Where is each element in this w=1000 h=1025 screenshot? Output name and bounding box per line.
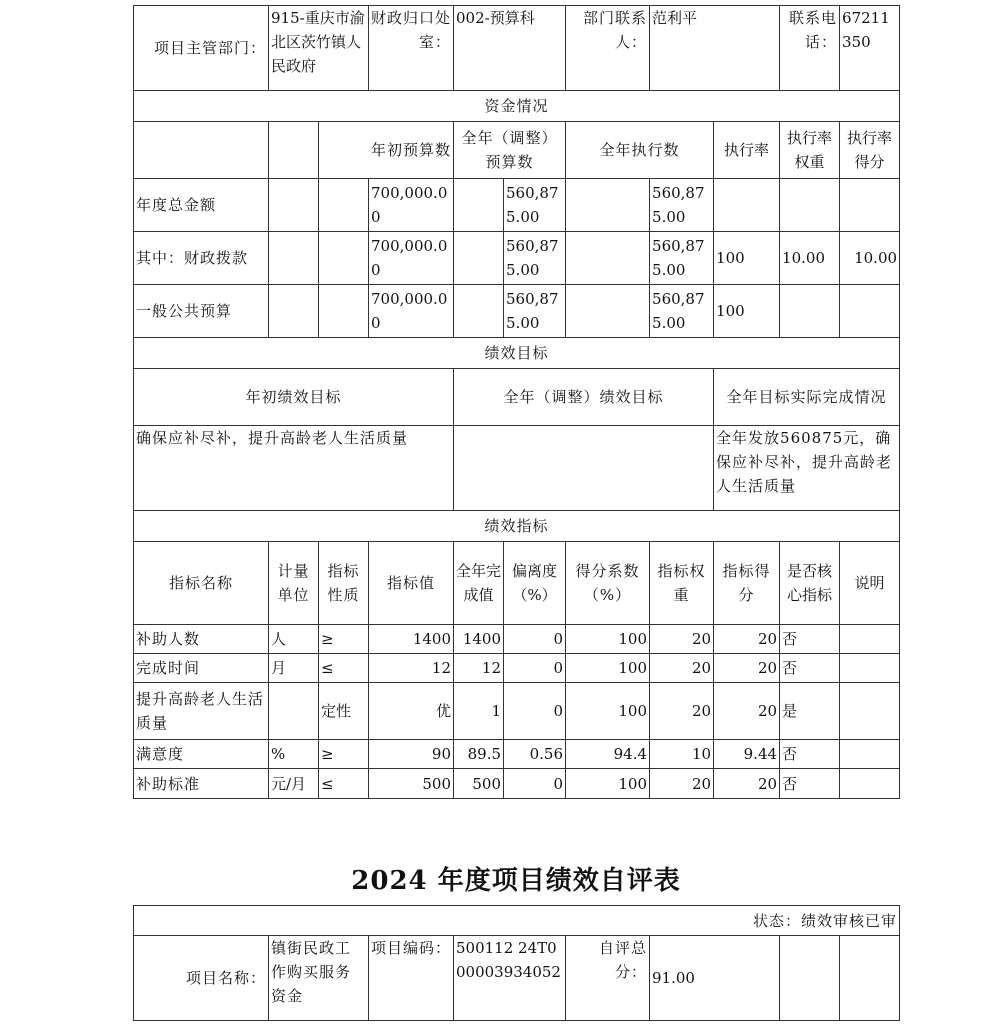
- indicators-section-title: 绩效指标: [134, 511, 900, 542]
- goals-col-adjusted: 全年（调整）绩效目标: [454, 369, 714, 426]
- ind-value: 1400: [369, 625, 454, 654]
- funds-cell-blank: [454, 285, 504, 338]
- funds-cell-blank: [319, 179, 369, 232]
- ind-nature: ≥: [319, 740, 369, 769]
- status-row: [134, 906, 900, 936]
- ind-unit: 月: [269, 654, 319, 683]
- ind-value: 优: [369, 683, 454, 740]
- ind-coef: 100: [566, 625, 650, 654]
- blank-cell: [840, 936, 900, 1021]
- funds-cell-blank: [319, 285, 369, 338]
- ind-core: 否: [780, 769, 840, 799]
- funds-header-blank-2: [269, 122, 319, 179]
- ind-score: 9.44: [714, 740, 780, 769]
- goals-content-row: [134, 426, 900, 511]
- ind-name: 完成时间: [134, 654, 269, 683]
- funds-cell-blank: [454, 232, 504, 285]
- ind-coef: 94.4: [566, 740, 650, 769]
- ind-weight: 20: [650, 769, 714, 799]
- ind-done: 1: [454, 683, 504, 740]
- ind-core: 是: [780, 683, 840, 740]
- goals-initial: 确保应补尽补，提升高龄老人生活质量: [134, 426, 454, 511]
- goals-header-row: [134, 369, 900, 426]
- goals-col-actual: 全年目标实际完成情况: [714, 369, 900, 426]
- ind-col-unit: 计量单位: [269, 542, 319, 625]
- ind-dev: 0: [504, 654, 566, 683]
- funds-cell-blank: [566, 285, 650, 338]
- project-name-value: 镇街民政工作购买服务资金: [269, 936, 369, 1021]
- ind-nature: ≤: [319, 654, 369, 683]
- goals-section-title: 绩效目标: [134, 338, 900, 369]
- ind-weight: 10: [650, 740, 714, 769]
- ind-core: 否: [780, 740, 840, 769]
- evaluation-table: [133, 5, 900, 799]
- funds-cell-blank: [454, 179, 504, 232]
- funds-col-rate: 执行率: [714, 122, 780, 179]
- funds-score: 10.00: [840, 232, 900, 285]
- funds-col-adjusted: 全年（调整）预算数: [454, 122, 566, 179]
- ind-score: 20: [714, 625, 780, 654]
- goals-adjusted: [454, 426, 714, 511]
- funds-row-name: 年度总金额: [134, 179, 269, 232]
- ind-value: 90: [369, 740, 454, 769]
- funds-row-name: 其中：财政拨款: [134, 232, 269, 285]
- funds-weight: 10.00: [780, 232, 840, 285]
- funds-col-score: 执行率得分: [840, 122, 900, 179]
- second-table: [133, 905, 900, 1021]
- ind-nature: 定性: [319, 683, 369, 740]
- blank-cell: [780, 936, 840, 1021]
- ind-done: 500: [454, 769, 504, 799]
- funds-executed: 560,875.00: [650, 179, 714, 232]
- funds-cell-blank: [319, 232, 369, 285]
- ind-note: [840, 654, 900, 683]
- ind-score: 20: [714, 654, 780, 683]
- funds-col-initial: 年初预算数: [319, 122, 454, 179]
- ind-name: 满意度: [134, 740, 269, 769]
- contact-value: 范利平: [650, 6, 780, 91]
- header-row: [134, 6, 900, 91]
- indicator-row: [134, 683, 900, 740]
- ind-score: 20: [714, 769, 780, 799]
- funds-rate: 100: [714, 232, 780, 285]
- project-name-label: 项目名称：: [134, 936, 269, 1021]
- contact-label: 部门联系人：: [566, 6, 650, 91]
- ind-nature: ≥: [319, 625, 369, 654]
- self-score-value: 91.00: [650, 936, 780, 1021]
- funds-rate: 100: [714, 285, 780, 338]
- ind-unit: 人: [269, 625, 319, 654]
- funds-weight: [780, 285, 840, 338]
- funds-col-executed: 全年执行数: [566, 122, 714, 179]
- funds-score: [840, 179, 900, 232]
- indicators-section-row: [134, 511, 900, 542]
- funds-initial: 700,000.00: [369, 285, 454, 338]
- ind-col-note: 说明: [840, 542, 900, 625]
- funds-cell-blank: [269, 285, 319, 338]
- funds-section-row: [134, 91, 900, 122]
- ind-col-weight: 指标权重: [650, 542, 714, 625]
- project-row: [134, 936, 900, 1021]
- ind-score: 20: [714, 683, 780, 740]
- dept-label: 项目主管部门：: [134, 6, 269, 91]
- ind-name: 提升高龄老人生活质量: [134, 683, 269, 740]
- ind-col-value: 指标值: [369, 542, 454, 625]
- ind-done: 12: [454, 654, 504, 683]
- funds-score: [840, 285, 900, 338]
- ind-note: [840, 769, 900, 799]
- ind-dev: 0.56: [504, 740, 566, 769]
- ind-note: [840, 740, 900, 769]
- office-value: 002-预算科: [454, 6, 566, 91]
- ind-name: 补助标准: [134, 769, 269, 799]
- ind-dev: 0: [504, 625, 566, 654]
- funds-initial: 700,000.00: [369, 179, 454, 232]
- ind-unit: [269, 683, 319, 740]
- funds-header-blank: [134, 122, 269, 179]
- ind-col-nature: 指标性质: [319, 542, 369, 625]
- funds-cell-blank: [566, 179, 650, 232]
- funds-row-name: 一般公共预算: [134, 285, 269, 338]
- ind-weight: 20: [650, 654, 714, 683]
- funds-adjusted: 560,875.00: [504, 232, 566, 285]
- funds-row: [134, 232, 900, 285]
- funds-row: [134, 179, 900, 232]
- ind-col-score: 指标得分: [714, 542, 780, 625]
- ind-coef: 100: [566, 683, 650, 740]
- ind-done: 89.5: [454, 740, 504, 769]
- ind-col-coef: 得分系数（%）: [566, 542, 650, 625]
- funds-weight: [780, 179, 840, 232]
- funds-cell-blank: [566, 232, 650, 285]
- funds-col-weight: 执行率权重: [780, 122, 840, 179]
- ind-done: 1400: [454, 625, 504, 654]
- phone-value: 67211350: [840, 6, 900, 91]
- ind-dev: 0: [504, 683, 566, 740]
- ind-coef: 100: [566, 769, 650, 799]
- goals-col-initial: 年初绩效目标: [134, 369, 454, 426]
- funds-adjusted: 560,875.00: [504, 179, 566, 232]
- funds-header-row: [134, 122, 900, 179]
- funds-adjusted: 560,875.00: [504, 285, 566, 338]
- funds-executed: 560,875.00: [650, 232, 714, 285]
- funds-initial: 700,000.00: [369, 232, 454, 285]
- goals-actual: 全年发放560875元，确保应补尽补，提升高龄老人生活质量: [714, 426, 900, 511]
- self-score-label: 自评总分：: [566, 936, 650, 1021]
- ind-weight: 20: [650, 625, 714, 654]
- status-text: 状态：绩效审核已审: [134, 906, 900, 936]
- ind-col-done: 全年完成值: [454, 542, 504, 625]
- ind-note: [840, 683, 900, 740]
- ind-nature: ≤: [319, 769, 369, 799]
- ind-col-dev: 偏离度（%）: [504, 542, 566, 625]
- indicator-row: [134, 654, 900, 683]
- ind-unit: %: [269, 740, 319, 769]
- ind-coef: 100: [566, 654, 650, 683]
- ind-name: 补助人数: [134, 625, 269, 654]
- funds-cell-blank: [269, 179, 319, 232]
- indicator-row: [134, 740, 900, 769]
- ind-value: 500: [369, 769, 454, 799]
- ind-col-name: 指标名称: [134, 542, 269, 625]
- ind-col-core: 是否核心指标: [780, 542, 840, 625]
- project-code-label: 项目编码：: [369, 936, 454, 1021]
- funds-cell-blank: [269, 232, 319, 285]
- funds-row: [134, 285, 900, 338]
- ind-dev: 0: [504, 769, 566, 799]
- indicator-row: [134, 769, 900, 799]
- ind-unit: 元/月: [269, 769, 319, 799]
- second-form-title: 2024 年度项目绩效自评表: [351, 866, 681, 896]
- funds-executed: 560,875.00: [650, 285, 714, 338]
- project-code-value: 500112 24T000003934052: [454, 936, 566, 1021]
- funds-rate: [714, 179, 780, 232]
- office-label: 财政归口处室：: [369, 6, 454, 91]
- ind-note: [840, 625, 900, 654]
- indicator-row: [134, 625, 900, 654]
- goals-section-row: [134, 338, 900, 369]
- ind-core: 否: [780, 654, 840, 683]
- ind-weight: 20: [650, 683, 714, 740]
- indicators-header-row: [134, 542, 900, 625]
- funds-section-title: 资金情况: [134, 91, 900, 122]
- phone-label: 联系电话：: [780, 6, 840, 91]
- dept-value: 915-重庆市渝北区茨竹镇人民政府: [269, 6, 369, 91]
- ind-value: 12: [369, 654, 454, 683]
- ind-core: 否: [780, 625, 840, 654]
